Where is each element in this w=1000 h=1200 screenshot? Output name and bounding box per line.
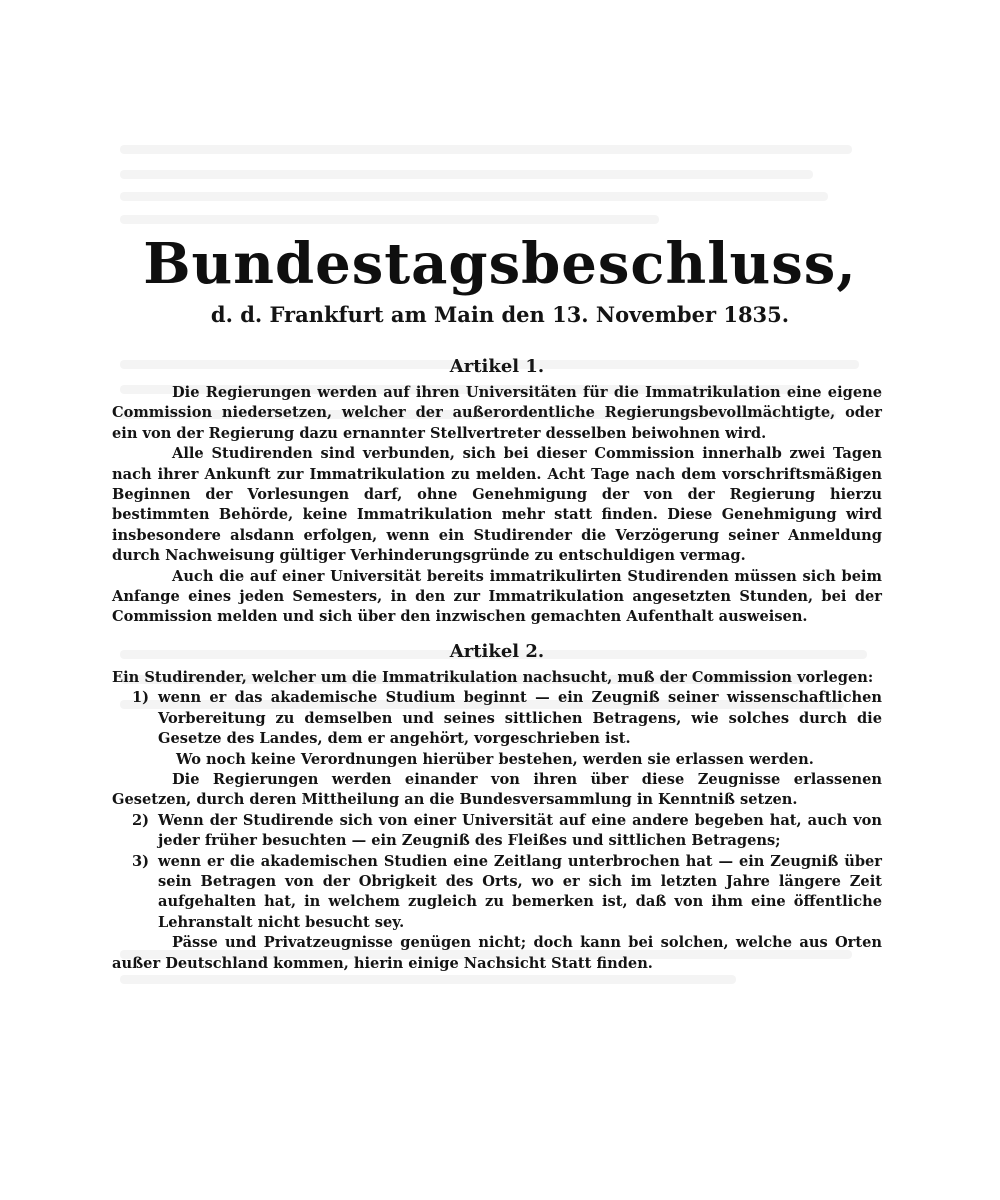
item-3-text: wenn er die akademischen Studien eine Zeitlang unterbrochen hat — ein Zeugniß über sein Betragen von der Obrigkeit des Orts, wo er sich im letzten Jahre längere Zeit aufgehalten hat, in welchem zugleich zu bemerken ist, daß von ihm eine öffentliche Lehranstalt nicht besucht sey. (158, 852, 882, 931)
document-subtitle: d. d. Frankfurt am Main den 13. November 1835. (210, 302, 790, 327)
document-body (112, 355, 882, 974)
item-1-text: wenn er das akademische Studium beginnt — ein Zeugniß seiner wissenschaftlichen Vorbereitung zu demselben und seines sittlichen Betragens, wie solches durch die Gesetze des Landes, dem er angehört, vorgeschrieben ist. (158, 689, 882, 748)
document-title: Bundestagsbeschluss, (143, 231, 857, 297)
article-1-paragraph-3: Auch die auf einer Universität bereits immatrikulirten Studirenden müssen sich beim Anfange eines jeden Semesters, in den zur Immatrikulation angesetzten Stunden, bei der Commission melden und sich über den inzwischen gemachten Aufenthalt ausweisen. (112, 567, 882, 626)
article-2-intro: Ein Studirender, welcher um die Immatrikulation nachsucht, muß der Commission vorlegen: (112, 668, 874, 686)
article-2-item-2 (132, 811, 882, 852)
item-1-note-1: Wo noch keine Verordnungen hierüber bestehen, werden sie erlassen werden. (176, 750, 814, 768)
item-2-text: Wenn der Studirende sich von einer Universität auf eine andere begeben hat, auch von jeder früher besuchten — ein Zeugniß des Fleißes und sittlichen Betragens; (158, 811, 882, 850)
article-1-paragraph-2: Alle Studirenden sind verbunden, sich bei dieser Commission innerhalb zwei Tagen nach ihrer Ankunft zur Immatrikulation zu melden. Acht Tage nach dem vorschriftsmäßigen Beginnen der Vorlesungen darf, ohne Genehmigung der von der Regierung hierzu bestimmten Behörde, keine Immatrikulation mehr statt finden. Diese Genehmigung wird insbesondere alsdann erfolgen, wenn ein Studirender die Verzögerung seiner Anmeldung durch Nachweisung gültiger Verhinderungsgründe zu entschuldigen vermag. (112, 445, 882, 565)
article-1-paragraph-1: Die Regierungen werden auf ihren Universitäten für die Immatrikulation eine eigene Commission niedersetzen, welcher der außerordentliche Regierungsbevollmächtigte, oder ein von der Regierung dazu ernannter Stellvertreter desselben beiwohnen wird. (112, 384, 882, 442)
item-1-number: 1) (132, 689, 150, 707)
article-2-heading: Artikel 2. (449, 640, 545, 662)
item-2-number: 2) (132, 811, 150, 829)
article-1-heading: Artikel 1. (449, 356, 545, 377)
item-1-note-2: Die Regierungen werden einander von ihren über diese Zeugnisse erlassenen Gesetzen, durch deren Mittheilung an die Bundesversammlung in Kenntniß setzen. (112, 770, 882, 809)
article-2-item-1 (132, 688, 882, 749)
item-3-number: 3) (132, 852, 150, 870)
article-2-item-3 (132, 852, 882, 934)
article-2-closing: Pässe und Privatzeugnisse genügen nicht; doch kann bei solchen, welche aus Orten außer Deutschland kommen, hierin einige Nachsicht Statt finden. (112, 934, 882, 972)
